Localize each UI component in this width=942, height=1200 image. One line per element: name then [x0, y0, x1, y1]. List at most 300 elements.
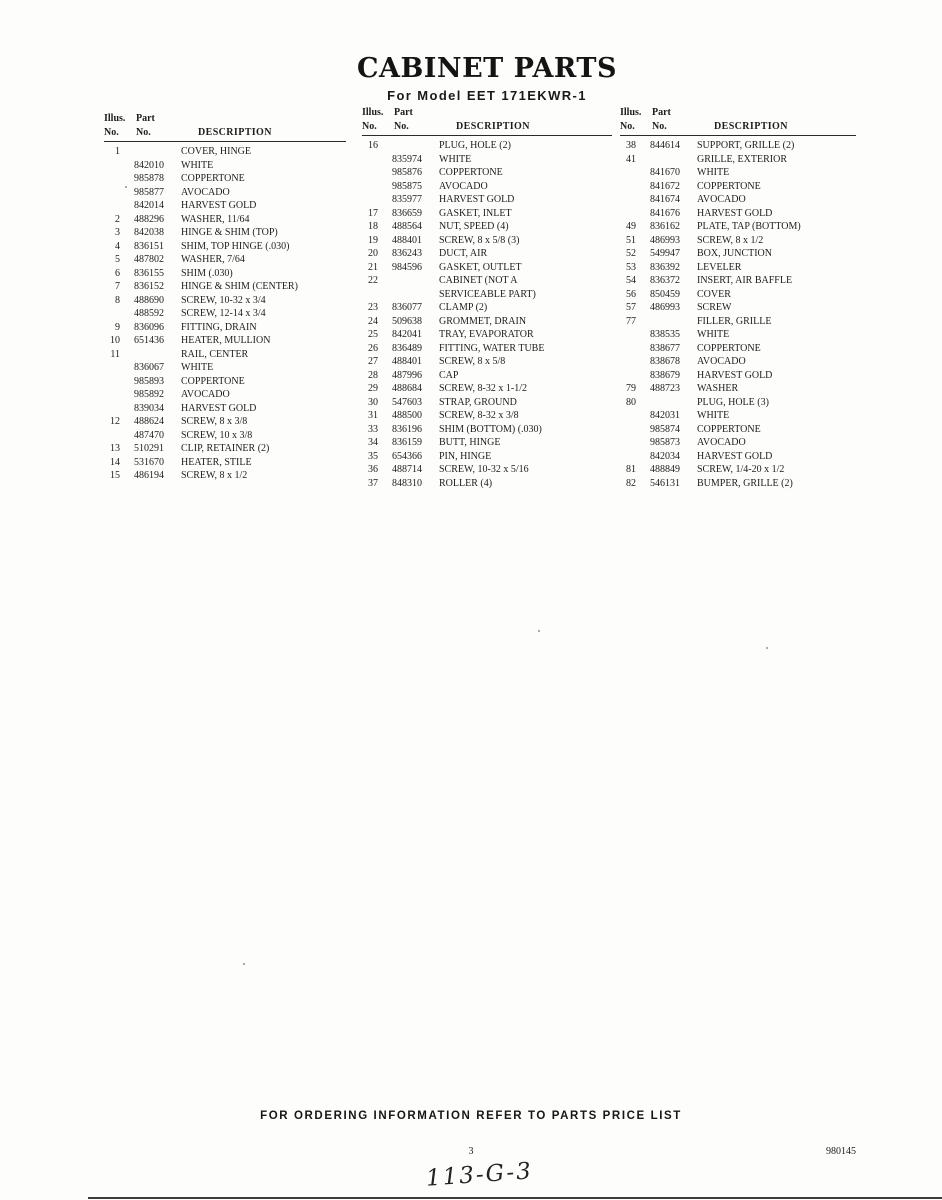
part-row — [362, 409, 612, 423]
part-desc-cell: SERVICEABLE PART) — [439, 288, 536, 300]
part-desc-cell: NUT, SPEED (4) — [439, 221, 509, 232]
part-desc-cell: SCREW — [697, 302, 732, 313]
part-part-cell — [378, 139, 436, 153]
part-part-cell — [120, 348, 178, 362]
table-header — [620, 106, 856, 136]
ordering-note: FOR ORDERING INFORMATION REFER TO PARTS PRICE LIST — [260, 1110, 682, 1122]
part-illus-cell — [362, 288, 378, 302]
part-part-cell: 488690 — [134, 294, 164, 306]
part-illus-cell: 52 — [626, 248, 636, 259]
part-row — [620, 193, 856, 207]
part-illus-cell: 1 — [115, 146, 120, 157]
part-row — [620, 409, 856, 423]
part-row — [104, 199, 346, 213]
part-part-cell: 838677 — [650, 342, 680, 354]
part-desc-cell: WASHER, 7/64 — [181, 254, 245, 265]
part-illus-cell — [620, 436, 636, 450]
part-illus-cell: 12 — [110, 416, 120, 427]
part-row — [362, 396, 612, 410]
parts-column-3 — [620, 106, 856, 490]
part-desc-cell: AVOCADO — [697, 437, 746, 448]
part-part-cell: 985893 — [134, 375, 164, 387]
part-desc-cell: HARVEST GOLD — [697, 369, 773, 381]
part-part-cell: 836392 — [650, 261, 680, 273]
part-row — [620, 207, 856, 221]
part-desc-cell: WHITE — [697, 329, 730, 340]
part-illus-cell: 79 — [626, 383, 636, 394]
page-title: CABINET PARTS — [357, 53, 617, 84]
part-part-cell: 488624 — [134, 416, 164, 427]
part-desc-cell: WASHER, 11/64 — [181, 213, 250, 225]
part-part-cell: 488564 — [392, 221, 422, 232]
part-part-cell: 985874 — [650, 423, 680, 435]
part-illus-cell: 22 — [368, 275, 378, 286]
part-illus-cell — [620, 328, 636, 342]
part-desc-cell: HARVEST GOLD — [697, 450, 773, 462]
parts-rows — [620, 139, 856, 490]
part-desc-cell: CABINET (NOT A — [439, 275, 518, 286]
part-illus-cell — [104, 172, 120, 186]
description-header: DESCRIPTION — [714, 120, 788, 132]
part-part-cell: 842038 — [134, 227, 164, 238]
part-row — [362, 369, 612, 383]
part-desc-cell: ROLLER (4) — [439, 477, 493, 489]
part-row — [362, 423, 612, 437]
part-row — [362, 382, 612, 396]
illus-no-header: No. — [620, 120, 635, 132]
part-illus-cell — [104, 429, 120, 443]
part-illus-cell: 4 — [115, 240, 120, 252]
part-illus-cell — [104, 199, 120, 213]
part-part-cell: 985892 — [134, 389, 164, 400]
part-row — [362, 193, 612, 207]
part-desc-cell: COPPERTONE — [697, 423, 761, 435]
part-part-cell: 841670 — [650, 167, 680, 178]
part-row — [620, 355, 856, 369]
part-row — [362, 234, 612, 248]
part-desc-cell: AVOCADO — [697, 194, 746, 205]
part-part-cell: 531670 — [134, 456, 164, 468]
part-row — [620, 315, 856, 329]
part-row — [362, 207, 612, 221]
part-part-cell: 487470 — [134, 429, 164, 441]
part-row — [620, 166, 856, 180]
part-row — [620, 153, 856, 167]
part-row — [620, 274, 856, 288]
parts-rows — [362, 139, 612, 490]
part-illus-cell: 28 — [368, 369, 378, 381]
part-row — [104, 145, 346, 159]
part-illus-cell: 16 — [368, 140, 378, 151]
part-part-cell: 836096 — [134, 321, 164, 333]
part-desc-cell: HARVEST GOLD — [439, 194, 515, 205]
part-illus-cell — [104, 361, 120, 375]
part-illus-cell: 20 — [368, 248, 378, 259]
part-row — [104, 456, 346, 470]
part-part-cell: 838679 — [650, 369, 680, 381]
title-block — [0, 54, 942, 103]
part-row — [104, 226, 346, 240]
part-row — [104, 186, 346, 200]
part-part-cell — [636, 315, 694, 329]
part-illus-cell: 31 — [368, 410, 378, 421]
part-desc-cell: TRAY, EVAPORATOR — [439, 329, 534, 340]
part-no-header: No. — [136, 126, 151, 138]
part-desc-cell: WHITE — [697, 167, 730, 178]
part-desc-cell: COPPERTONE — [181, 173, 245, 184]
part-desc-cell: CLAMP (2) — [439, 302, 488, 313]
part-illus-cell: 30 — [368, 396, 378, 408]
part-desc-cell: WHITE — [181, 159, 214, 171]
part-row — [620, 436, 856, 450]
part-desc-cell: HINGE & SHIM (CENTER) — [181, 281, 298, 292]
part-row — [362, 328, 612, 342]
part-header-label: Part — [652, 107, 671, 118]
part-no-header: No. — [394, 120, 409, 132]
part-desc-cell: PLUG, HOLE (3) — [697, 396, 769, 408]
part-desc-cell: AVOCADO — [697, 356, 746, 367]
part-illus-cell — [620, 180, 636, 194]
part-desc-cell: SCREW, 8 x 5/8 (3) — [439, 234, 520, 246]
part-part-cell: 842010 — [134, 159, 164, 171]
part-part-cell: 488500 — [392, 410, 422, 421]
part-desc-cell: INSERT, AIR BAFFLE — [697, 275, 793, 286]
part-row — [620, 450, 856, 464]
part-row — [104, 402, 346, 416]
part-row — [620, 477, 856, 491]
part-part-cell — [636, 153, 694, 167]
part-desc-cell: GASKET, INLET — [439, 207, 512, 219]
part-illus-cell — [620, 342, 636, 356]
illus-header-label: Illus. — [104, 113, 126, 124]
part-illus-cell: 17 — [368, 207, 378, 219]
part-illus-cell — [620, 193, 636, 207]
part-desc-cell: SCREW, 8 x 3/8 — [181, 416, 248, 427]
part-illus-cell: 18 — [368, 221, 378, 232]
document-code: 980145 — [826, 1146, 856, 1157]
part-part-cell: 984596 — [392, 261, 422, 273]
part-part-cell: 486993 — [650, 234, 680, 246]
part-part-cell: 850459 — [650, 288, 680, 300]
part-illus-cell: 19 — [368, 234, 378, 246]
part-illus-cell: 41 — [626, 153, 636, 165]
part-desc-cell: SCREW, 10-32 x 3/4 — [181, 294, 266, 306]
part-part-cell: 985873 — [650, 437, 680, 448]
part-desc-cell: COPPERTONE — [697, 342, 761, 354]
part-part-cell: 835974 — [392, 153, 422, 165]
part-desc-cell: COVER — [697, 288, 731, 300]
part-desc-cell: PLATE, TAP (BOTTOM) — [697, 221, 801, 232]
page-number: 3 — [468, 1146, 474, 1157]
part-row — [104, 240, 346, 254]
part-row — [620, 301, 856, 315]
part-row — [362, 355, 612, 369]
part-illus-cell: 10 — [110, 335, 120, 346]
part-illus-cell: 13 — [110, 443, 120, 454]
part-desc-cell: SCREW, 8-32 x 1-1/2 — [439, 383, 527, 394]
part-desc-cell: SCREW, 12-14 x 3/4 — [181, 308, 266, 319]
part-row — [362, 220, 612, 234]
part-illus-cell: 53 — [626, 261, 636, 273]
illus-header-label: Illus. — [620, 107, 642, 118]
part-desc-cell: AVOCADO — [439, 180, 488, 192]
part-row — [104, 172, 346, 186]
part-desc-cell: SCREW, 10-32 x 5/16 — [439, 464, 529, 475]
part-part-cell: 488714 — [392, 464, 422, 475]
part-row — [362, 450, 612, 464]
part-desc-cell: AVOCADO — [181, 186, 230, 198]
part-row — [362, 477, 612, 491]
part-row — [620, 369, 856, 383]
part-illus-cell: 35 — [368, 450, 378, 462]
part-part-cell: 836151 — [134, 240, 164, 252]
part-part-cell: 985878 — [134, 173, 164, 184]
part-part-cell: 486993 — [650, 302, 680, 313]
part-illus-cell: 80 — [626, 396, 636, 408]
part-row — [362, 301, 612, 315]
part-header-label: Part — [136, 113, 155, 124]
part-desc-cell: FITTING, WATER TUBE — [439, 342, 545, 354]
part-part-cell: 488401 — [392, 234, 422, 246]
part-desc-cell: WASHER — [697, 383, 739, 394]
part-illus-cell: 56 — [626, 288, 636, 300]
part-illus-cell — [362, 166, 378, 180]
part-header-label: Part — [394, 107, 413, 118]
part-illus-cell: 7 — [115, 281, 120, 292]
part-row — [104, 375, 346, 389]
part-illus-cell: 49 — [626, 221, 636, 232]
part-row — [362, 247, 612, 261]
part-part-cell — [378, 288, 436, 302]
part-part-cell: 651436 — [134, 335, 164, 346]
part-desc-cell: AVOCADO — [181, 389, 230, 400]
parts-rows — [104, 145, 346, 483]
part-part-cell: 985875 — [392, 180, 422, 192]
part-row — [362, 139, 612, 153]
part-illus-cell: 27 — [368, 356, 378, 367]
illus-header-label: Illus. — [362, 107, 384, 118]
part-desc-cell: SHIM (BOTTOM) (.030) — [439, 423, 542, 435]
part-desc-cell: SUPPORT, GRILLE (2) — [697, 140, 795, 151]
part-desc-cell: GASKET, OUTLET — [439, 261, 522, 273]
part-row — [362, 166, 612, 180]
part-part-cell — [636, 396, 694, 410]
part-row — [620, 234, 856, 248]
part-desc-cell: DUCT, AIR — [439, 248, 488, 259]
description-header: DESCRIPTION — [198, 126, 272, 138]
part-illus-cell: 2 — [115, 213, 120, 225]
part-illus-cell: 82 — [626, 477, 636, 489]
part-illus-cell — [620, 423, 636, 437]
part-part-cell: 836196 — [392, 423, 422, 435]
part-row — [104, 361, 346, 375]
part-illus-cell — [620, 166, 636, 180]
part-illus-cell: 38 — [626, 140, 636, 151]
part-desc-cell: GRILLE, EXTERIOR — [697, 153, 787, 165]
part-row — [620, 328, 856, 342]
part-desc-cell: SCREW, 8 x 1/2 — [697, 234, 764, 246]
part-part-cell: 836659 — [392, 207, 422, 219]
part-part-cell: 836077 — [392, 302, 422, 313]
part-part-cell: 848310 — [392, 477, 422, 489]
part-illus-cell: 51 — [626, 234, 636, 246]
part-part-cell: 836243 — [392, 248, 422, 259]
part-desc-cell: WHITE — [181, 362, 214, 373]
part-desc-cell: HARVEST GOLD — [697, 207, 773, 219]
part-illus-cell — [620, 355, 636, 369]
part-part-cell: 654366 — [392, 450, 422, 462]
part-part-cell: 836489 — [392, 342, 422, 354]
part-part-cell: 841674 — [650, 194, 680, 205]
part-desc-cell: SCREW, 8 x 5/8 — [439, 356, 506, 367]
part-part-cell: 488684 — [392, 383, 422, 394]
part-no-header: No. — [652, 120, 667, 132]
part-row — [620, 396, 856, 410]
part-illus-cell — [104, 307, 120, 321]
part-illus-cell — [104, 402, 120, 416]
illus-no-header: No. — [362, 120, 377, 132]
part-part-cell: 985877 — [134, 186, 164, 198]
part-row — [362, 288, 612, 302]
part-row — [104, 253, 346, 267]
part-row — [104, 442, 346, 456]
part-desc-cell: SHIM (.030) — [181, 267, 233, 279]
illus-no-header: No. — [104, 126, 119, 138]
part-row — [620, 423, 856, 437]
part-part-cell: 836372 — [650, 275, 680, 286]
part-desc-cell: PIN, HINGE — [439, 450, 492, 462]
part-illus-cell: 25 — [368, 329, 378, 340]
part-desc-cell: FITTING, DRAIN — [181, 321, 257, 333]
table-header — [104, 112, 346, 142]
part-part-cell — [120, 145, 178, 159]
part-illus-cell — [104, 388, 120, 402]
part-part-cell: 835977 — [392, 194, 422, 205]
part-row — [620, 261, 856, 275]
part-part-cell: 838678 — [650, 356, 680, 367]
part-row — [620, 463, 856, 477]
scan-speck — [125, 186, 127, 188]
part-part-cell: 488401 — [392, 356, 422, 367]
part-row — [362, 436, 612, 450]
part-desc-cell: SCREW, 1/4-20 x 1/2 — [697, 464, 785, 475]
part-desc-cell: WHITE — [439, 153, 472, 165]
part-part-cell: 509638 — [392, 315, 422, 327]
part-illus-cell — [104, 186, 120, 200]
part-row — [104, 348, 346, 362]
part-desc-cell: HEATER, MULLION — [181, 335, 271, 346]
parts-column-1 — [104, 112, 346, 483]
part-desc-cell: STRAP, GROUND — [439, 396, 517, 408]
part-part-cell: 842034 — [650, 450, 680, 462]
part-illus-cell — [620, 450, 636, 464]
part-part-cell: 836067 — [134, 362, 164, 373]
part-row — [104, 307, 346, 321]
part-desc-cell: HARVEST GOLD — [181, 200, 257, 211]
part-illus-cell: 54 — [626, 275, 636, 286]
part-desc-cell: LEVELER — [697, 261, 742, 273]
part-row — [104, 429, 346, 443]
part-illus-cell: 9 — [115, 321, 120, 333]
part-part-cell: 836152 — [134, 281, 164, 292]
part-illus-cell: 6 — [115, 267, 120, 279]
part-row — [104, 388, 346, 402]
part-desc-cell: HARVEST GOLD — [181, 402, 257, 414]
part-desc-cell: SCREW, 8 x 1/2 — [181, 470, 248, 481]
part-row — [620, 139, 856, 153]
part-row — [620, 220, 856, 234]
part-part-cell: 547603 — [392, 396, 422, 408]
part-row — [104, 280, 346, 294]
part-row — [104, 213, 346, 227]
part-row — [362, 463, 612, 477]
part-row — [104, 469, 346, 483]
part-illus-cell: 3 — [115, 227, 120, 238]
part-part-cell: 549947 — [650, 248, 680, 259]
part-part-cell: 487996 — [392, 369, 422, 381]
part-illus-cell — [104, 159, 120, 173]
part-illus-cell — [104, 375, 120, 389]
scan-speck — [766, 647, 768, 649]
table-header — [362, 106, 612, 136]
part-desc-cell: SCREW, 10 x 3/8 — [181, 429, 253, 441]
part-desc-cell: COVER, HINGE — [181, 146, 251, 157]
part-illus-cell — [620, 207, 636, 221]
part-part-cell: 842031 — [650, 410, 680, 421]
scan-speck — [538, 630, 540, 632]
part-illus-cell — [362, 193, 378, 207]
part-desc-cell: SHIM, TOP HINGE (.030) — [181, 240, 290, 252]
part-desc-cell: GROMMET, DRAIN — [439, 315, 527, 327]
part-illus-cell — [362, 153, 378, 167]
part-illus-cell: 77 — [626, 315, 636, 327]
part-row — [620, 247, 856, 261]
page-subtitle: For Model EET 171EKWR-1 — [387, 88, 587, 103]
part-part-cell: 842041 — [392, 329, 422, 340]
part-row — [620, 288, 856, 302]
part-row — [104, 415, 346, 429]
part-illus-cell: 21 — [368, 261, 378, 273]
part-part-cell: 488592 — [134, 308, 164, 319]
part-desc-cell: BUTT, HINGE — [439, 437, 501, 448]
part-row — [104, 334, 346, 348]
part-illus-cell: 23 — [368, 302, 378, 313]
part-part-cell: 841676 — [650, 207, 680, 219]
scan-edge-artifact — [88, 1197, 942, 1199]
scan-speck — [243, 963, 245, 965]
part-illus-cell: 37 — [368, 477, 378, 489]
part-illus-cell: 33 — [368, 423, 378, 435]
part-row — [104, 267, 346, 281]
part-row — [362, 342, 612, 356]
part-illus-cell: 14 — [110, 456, 120, 468]
part-part-cell: 510291 — [134, 443, 164, 454]
part-desc-cell: HINGE & SHIM (TOP) — [181, 227, 278, 238]
part-row — [620, 180, 856, 194]
part-illus-cell: 11 — [110, 348, 120, 360]
part-desc-cell: PLUG, HOLE (2) — [439, 140, 511, 151]
part-desc-cell: WHITE — [697, 410, 730, 421]
part-part-cell: 985876 — [392, 167, 422, 178]
part-part-cell: 841672 — [650, 180, 680, 192]
part-desc-cell: HEATER, STILE — [181, 456, 252, 468]
part-illus-cell: 81 — [626, 464, 636, 475]
part-illus-cell — [362, 180, 378, 194]
part-desc-cell: FILLER, GRILLE — [697, 315, 772, 327]
part-illus-cell: 8 — [115, 294, 120, 306]
part-part-cell: 836162 — [650, 221, 680, 232]
part-desc-cell: SCREW, 8-32 x 3/8 — [439, 410, 519, 421]
